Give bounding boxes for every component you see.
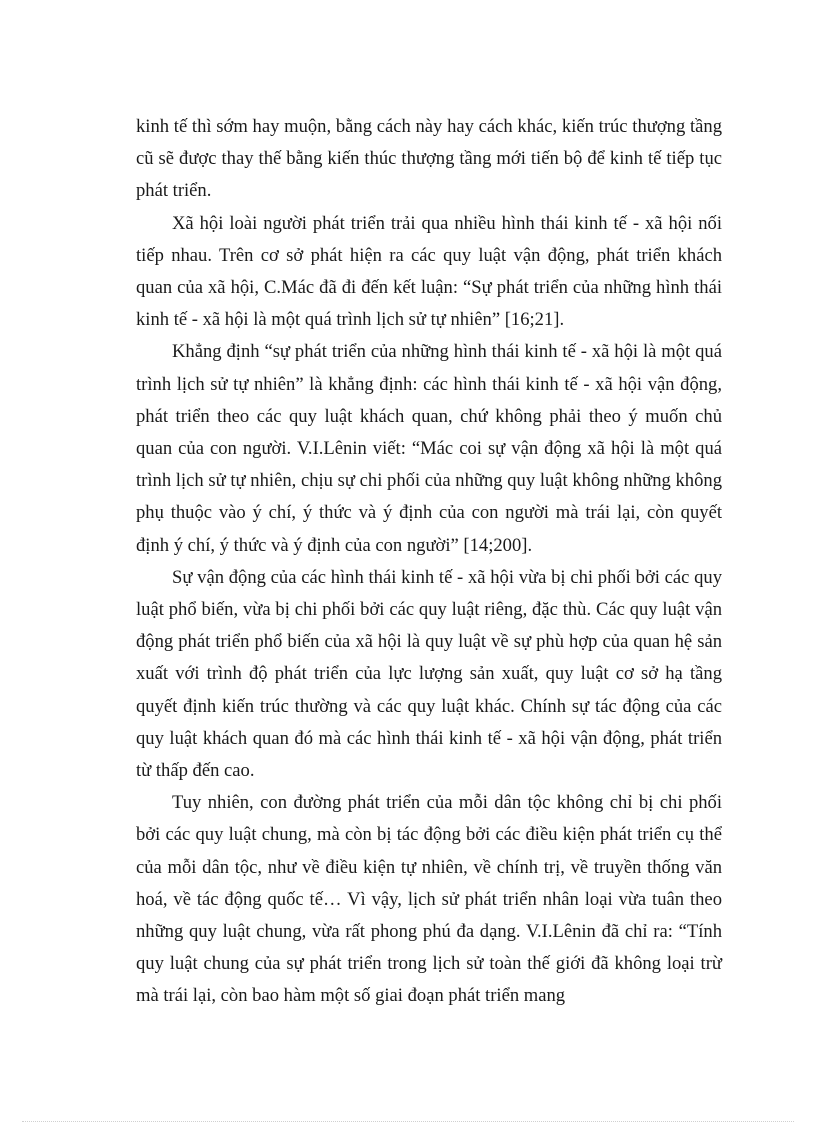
paragraph-natural-history-process: Khẳng định “sự phát triển của những hình thái kinh tế - xã hội là một quá trình lịch sử tự nhiên” là khẳng định: các hình thái kinh tế - xã hội vận động, phát triển theo các quy luật khách quan, chứ không phải theo ý muốn chủ quan của con người. V.I.Lênin viết: “Mác coi sự vận động xã hội là một quá trình lịch sử tự nhiên, chịu sự chi phối của những quy luật không những không phụ thuộc vào ý chí, ý thức và ý định của con người mà trái lại, còn quyết định ý chí, ý thức và ý định của con người” [14;200]. bbox=[136, 341, 722, 556]
paragraph-continuation: kinh tế thì sớm hay muộn, bằng cách này hay cách khác, kiến trúc thượng tầng cũ sẽ được thay thế bằng kiến thúc thượng tầng mới tiến bộ để kinh tế tiếp tục phát triển. bbox=[136, 116, 722, 202]
page-bottom-divider bbox=[22, 1121, 794, 1122]
paragraph-national-paths: Tuy nhiên, con đường phát triển của mỗi dân tộc không chỉ bị chi phối bởi các quy luật chung, mà còn bị tác động bởi các điều kiện phát triển cụ thể của mỗi dân tộc, như về điều kiện tự nhiên, về chính trị, về truyền thống văn hoá, về tác động quốc tế… Vì vậy, lịch sử phát triển nhân loại vừa tuân theo những quy luật chung, vừa rất phong phú đa dạng. V.I.Lênin đã chỉ ra: “Tính quy luật chung của sự phát triển trong lịch sử toàn thế giới đã không loại trừ mà trái lại, còn bao hàm một số giai đoạn phát triển mang bbox=[136, 792, 722, 1007]
document-body bbox=[136, 111, 722, 1013]
paragraph-social-formations: Xã hội loài người phát triển trải qua nhiều hình thái kinh tế - xã hội nối tiếp nhau. Trên cơ sở phát hiện ra các quy luật vận động, phát triển khách quan của xã hội, C.Mác đã đi đến kết luận: “Sự phát triển của những hình thái kinh tế - xã hội là một quá trình lịch sử tự nhiên” [16;21]. bbox=[136, 212, 722, 331]
paragraph-universal-laws: Sự vận động của các hình thái kinh tế - xã hội vừa bị chi phối bởi các quy luật phổ biến, vừa bị chi phối bởi các quy luật riêng, đặc thù. Các quy luật vận động phát triển phổ biến của xã hội là quy luật về sự phù hợp của quan hệ sản xuất với trình độ phát triển của lực lượng sản xuất, quy luật cơ sở hạ tầng quyết định kiến trúc thường và các quy luật khác. Chính sự tác động của các quy luật khách quan đó mà các hình thái kinh tế - xã hội vận động, phát triển từ thấp đến cao. bbox=[136, 566, 722, 782]
